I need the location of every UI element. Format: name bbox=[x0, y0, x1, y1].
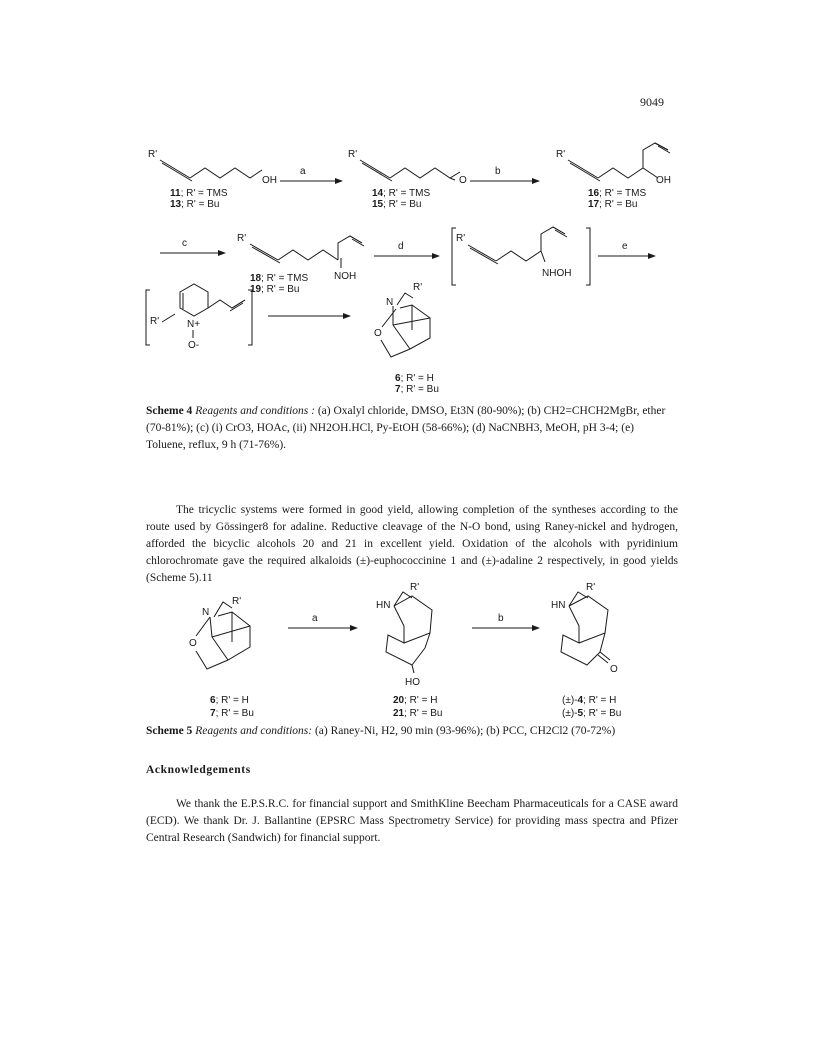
svg-text:R': R' bbox=[348, 149, 358, 160]
svg-text:OH: OH bbox=[656, 175, 671, 186]
compound-15-label: 15; R' = Bu bbox=[372, 199, 422, 210]
svg-text:HN: HN bbox=[376, 600, 391, 611]
compound-5-label: (±)-5; R' = Bu bbox=[562, 708, 622, 719]
compound-21-label: 21; R' = Bu bbox=[393, 708, 443, 719]
compound-11-13-structure bbox=[148, 149, 277, 186]
compound-19-label: 19; R' = Bu bbox=[250, 284, 300, 295]
svg-text:HN: HN bbox=[551, 600, 566, 611]
scheme5-compound-6-7 bbox=[189, 596, 250, 669]
scheme-4-caption: Scheme 4 Reagents and conditions : (a) Oxalyl chloride, DMSO, Et3N (80-90%); (b) CH2=CHCH2MgBr, ether (70-81%); (c) (i) CrO3, HOAc, (ii) NH2OH.HCl, Py-EtOH (58-66%); (d) NaCNBH3, MeOH, pH 3-4; (e) Toluene, reflux, 9 h (71-76%). bbox=[146, 405, 666, 451]
svg-text:R': R' bbox=[148, 149, 158, 160]
compound-18-label: 18; R' = TMS bbox=[250, 273, 309, 284]
hydroxylamine-intermediate bbox=[452, 227, 590, 285]
scheme5-arrow-a bbox=[288, 613, 358, 631]
svg-text:R': R' bbox=[150, 316, 160, 327]
arrow-b bbox=[470, 166, 540, 184]
svg-text:N+: N+ bbox=[187, 319, 201, 330]
svg-text:R': R' bbox=[586, 582, 596, 593]
svg-text:N: N bbox=[202, 607, 210, 618]
arrow-e bbox=[598, 241, 656, 259]
compound-17-label: 17; R' = Bu bbox=[588, 199, 638, 210]
svg-text:R': R' bbox=[237, 233, 247, 244]
svg-text:O: O bbox=[374, 328, 382, 339]
body-paragraph: The tricyclic systems were formed in good yield, allowing completion of the syntheses according to the route used by Gössinger8 for adaline. Reductive cleavage of the N-O bond, using Raney-nickel and hydrogen, afforded the bicyclic alcohols 20 and 21 in excellent yield. Oxidation of the alcohols with pyridinium chlorochromate gave the required alkaloids (±)-euphococcinine 1 and (±)-adaline 2 respectively, in good yields (Scheme 5).11 bbox=[146, 504, 678, 584]
compound-16-17-structure bbox=[556, 143, 671, 186]
svg-text:a: a bbox=[300, 166, 306, 177]
acknowledgements-heading: Acknowledgements bbox=[146, 764, 251, 776]
arrow-d bbox=[374, 241, 440, 259]
arrow-a bbox=[280, 166, 343, 184]
nitrone-intermediate bbox=[146, 284, 252, 351]
svg-text:e: e bbox=[622, 241, 628, 252]
svg-text:d: d bbox=[398, 241, 404, 252]
scheme5-compound-7-label: 7; R' = Bu bbox=[210, 708, 254, 719]
svg-text:O: O bbox=[189, 638, 197, 649]
svg-text:b: b bbox=[498, 613, 504, 624]
svg-text:O: O bbox=[459, 175, 467, 186]
arrow-c bbox=[160, 238, 226, 256]
compound-4-5-structure bbox=[551, 582, 618, 675]
compound-20-21-structure bbox=[376, 582, 432, 688]
svg-text:NHOH: NHOH bbox=[542, 268, 572, 279]
svg-text:R': R' bbox=[413, 282, 423, 293]
compound-11-label: 11; R' = TMS bbox=[170, 188, 228, 199]
scheme5-compound-6-label: 6; R' = H bbox=[210, 695, 249, 706]
svg-text:OH: OH bbox=[262, 175, 277, 186]
compound-7-label: 7; R' = Bu bbox=[395, 384, 439, 395]
compound-14-15-structure bbox=[348, 149, 467, 186]
svg-text:R': R' bbox=[232, 596, 242, 607]
compound-13-label: 13; R' = Bu bbox=[170, 199, 220, 210]
svg-text:a: a bbox=[312, 613, 318, 624]
svg-text:O: O bbox=[610, 664, 618, 675]
scheme5-arrow-b bbox=[472, 613, 540, 631]
scheme-5-caption: Scheme 5 Reagents and conditions: (a) Raney-Ni, H2, 90 min (93-96%); (b) PCC, CH2Cl2 (70-72%) bbox=[146, 725, 616, 737]
svg-text:R': R' bbox=[556, 149, 566, 160]
page-number: 9049 bbox=[640, 95, 664, 109]
svg-text:b: b bbox=[495, 166, 501, 177]
svg-text:NOH: NOH bbox=[334, 271, 357, 282]
svg-text:O-: O- bbox=[188, 340, 200, 351]
acknowledgements-paragraph: We thank the E.P.S.R.C. for financial support and SmithKline Beecham Pharmaceuticals for a CASE award (ECD). We thank Dr. J. Ballantine (EPSRC Mass Spectrometry Service) for providing mass spectra and Pfizer Central Research (Sandwich) for financial support. bbox=[146, 798, 678, 844]
svg-text:R': R' bbox=[410, 582, 420, 593]
svg-text:c: c bbox=[182, 238, 187, 249]
compound-6-label: 6; R' = H bbox=[395, 373, 434, 384]
compound-20-label: 20; R' = H bbox=[393, 695, 438, 706]
svg-text:HO: HO bbox=[405, 677, 420, 688]
compound-14-label: 14; R' = TMS bbox=[372, 188, 431, 199]
tricyclic-compound-6-7 bbox=[374, 282, 430, 357]
compound-4-label: (±)-4; R' = H bbox=[562, 695, 617, 706]
svg-text:R': R' bbox=[456, 233, 466, 244]
arrow-cyclisation bbox=[268, 313, 351, 319]
compound-16-label: 16; R' = TMS bbox=[588, 188, 647, 199]
svg-text:N: N bbox=[386, 297, 394, 308]
